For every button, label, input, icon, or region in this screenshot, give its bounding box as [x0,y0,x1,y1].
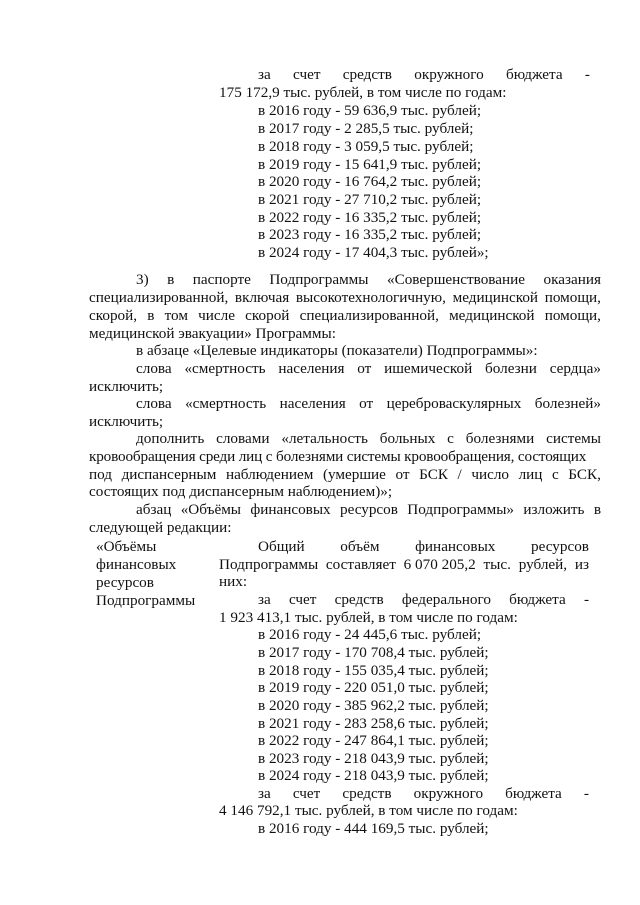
word: Подпрограммы [219,556,319,573]
federal-year-2020: в 2020 году - 385 962,2 тыс. рублей; [258,697,489,714]
word: средств [334,591,384,608]
year-line-2019: в 2019 году - 15 641,9 тыс. рублей; [258,156,482,173]
word: составляет [325,556,396,573]
federal-year-2021: в 2021 году - 283 258,6 тыс. рублей; [258,715,489,732]
word: абзац [136,501,172,518]
year-line-2024: в 2024 году - 17 404,3 тыс. рублей»; [258,244,489,261]
federal-year-2023: в 2023 году - 218 043,9 тыс. рублей; [258,750,489,767]
word: счет [293,66,321,83]
word: бюджета [509,591,566,608]
cerebro-phrase-line [136,395,601,413]
word: из [574,556,589,573]
word: изложить [523,501,585,518]
word: БСК, [568,466,601,483]
federal-year-2016: в 2016 году - 24 445,6 тыс. рублей; [258,626,482,643]
word: ишемической [384,360,473,377]
word: - [584,66,590,83]
word: в [147,307,155,324]
federal-year-2022: в 2022 году - 247 864,1 тыс. рублей; [258,732,489,749]
word: (умершие [322,466,386,483]
word: число [471,466,510,483]
word: болезнями [465,430,535,447]
table-total-line2 [219,556,589,574]
word: включая [234,289,290,306]
add-phrase-line1 [136,430,601,448]
word: в [593,501,601,518]
word: Подпрограммы» [407,501,515,518]
word: больных [379,430,436,447]
item3-line4: медицинской эвакуации» Программы: [89,325,336,342]
word: счет [292,785,321,802]
word: - [583,591,589,608]
word: / [457,466,462,483]
word: бюджета [505,785,562,802]
year-line-2023: в 2023 году - 16 335,2 тыс. рублей; [258,226,482,243]
exclude-line-1: исключить; [89,378,164,395]
word: «смертность [185,395,267,412]
word: паспорте [192,271,251,288]
word: ресурсов [531,538,589,555]
word: наблюдением [225,466,314,483]
word: «Объёмы [180,501,242,518]
year-line-2018: в 2018 году - 3 059,5 тыс. рублей; [258,138,474,155]
word: болезней» [534,395,601,412]
word: БСК [419,466,448,483]
year-line-2020: в 2020 году - 16 764,2 тыс. рублей; [258,173,482,190]
table-label-line4: Подпрограммы [96,592,196,609]
word: счет [288,591,317,608]
word: «летальность [281,430,368,447]
word: медицинской [452,289,539,306]
word: Общий [258,538,305,555]
year-line-2016: в 2016 году - 59 636,9 тыс. рублей; [258,102,482,119]
word: окружного [413,785,484,802]
word: числе [198,307,235,324]
add-phrase-line4: состоящих под диспансерным наблюдением)»; [89,483,393,500]
indicators-intro: в абзаце «Целевые индикаторы (показатели) Подпрограммы»: [136,342,538,359]
federal-budget-lead-line [258,591,589,609]
word: за [258,591,271,608]
word: специализированной, [299,307,439,324]
word: дополнить [136,430,205,447]
word: системы [546,430,601,447]
word: за [258,66,271,83]
add-phrase-line2: кровообращения среди лиц с болезнями системы кровообращения, состоящих [89,448,587,465]
word: высокотехнологичную, [295,289,446,306]
word: сердца» [549,360,601,377]
word: 3) [136,271,149,288]
word: «Совершенствование [386,271,526,288]
funding-paragraph-line2: следующей редакции: [89,519,232,536]
item3-line1 [136,271,601,289]
word: специализированной, [89,289,229,306]
table-label-line1: «Объёмы [96,538,157,555]
word: лиц [518,466,543,483]
word: рублей, [518,556,568,573]
word: в [167,271,175,288]
word: том [164,307,188,324]
district-budget-lead-line [258,66,590,84]
word: бюджета [505,66,563,83]
federal-year-2017: в 2017 году - 170 708,4 тыс. рублей; [258,644,489,661]
year-line-2021: в 2021 году - 27 710,2 тыс. рублей; [258,191,482,208]
district-budget-total: 175 172,9 тыс. рублей, в том числе по годам: [219,84,507,101]
word: скорой, [89,307,138,324]
district-budget-total-2: 4 146 792,1 тыс. рублей, в том числе по годам: [219,802,518,819]
word: медицинской [449,307,535,324]
table-total-line3: них: [219,573,248,590]
table-label-line3: ресурсов [96,574,154,591]
word: ресурсов [339,501,398,518]
word: финансовых [415,538,496,555]
district-budget-lead-line-2 [258,785,589,803]
word: финансовых [250,501,331,518]
funding-paragraph-line1 [136,501,601,519]
word: болезни [485,360,537,377]
ischemic-phrase-line [136,360,601,378]
word: от [359,395,374,412]
word: за [258,785,271,802]
word: от [357,360,372,377]
word: от [395,466,410,483]
table-total-line1 [258,538,589,556]
add-phrase-line3 [89,466,601,484]
word: помощи, [544,289,601,306]
federal-budget-total: 1 923 413,1 тыс. рублей, в том числе по годам: [219,609,518,626]
federal-year-2018: в 2018 году - 155 035,4 тыс. рублей; [258,662,489,679]
federal-year-2019: в 2019 году - 220 051,0 тыс. рублей; [258,679,489,696]
table-label-line2: финансовых [96,556,177,573]
word: 6 070 205,2 [403,556,476,573]
word: под [89,466,113,483]
item3-line2 [89,289,601,307]
word: - [583,785,589,802]
word: Подпрограммы [269,271,369,288]
word: оказания [543,271,601,288]
federal-year-2024: в 2024 году - 218 043,9 тыс. рублей; [258,767,489,784]
word: скорой [245,307,290,324]
word: с [447,430,454,447]
word: «смертность [184,360,266,377]
word: слова [136,395,172,412]
word: населения [279,395,346,412]
word: объём [340,538,380,555]
exclude-line-2: исключить; [89,413,164,430]
district-year-2016: в 2016 году - 444 169,5 тыс. рублей; [258,820,489,837]
word: словами [216,430,270,447]
year-line-2017: в 2017 году - 2 285,5 тыс. рублей; [258,120,474,137]
year-line-2022: в 2022 году - 16 335,2 тыс. рублей; [258,209,482,226]
word: диспансерным [121,466,217,483]
word: окружного [414,66,484,83]
item3-line3 [89,307,601,325]
word: слова [136,360,172,377]
word: тыс. [483,556,511,573]
word: средств [342,785,392,802]
word: помощи, [544,307,601,324]
word: населения [278,360,345,377]
word: средств [342,66,392,83]
word: с [551,466,559,483]
word: цереброваскулярных [386,395,522,412]
word: федерального [401,591,491,608]
